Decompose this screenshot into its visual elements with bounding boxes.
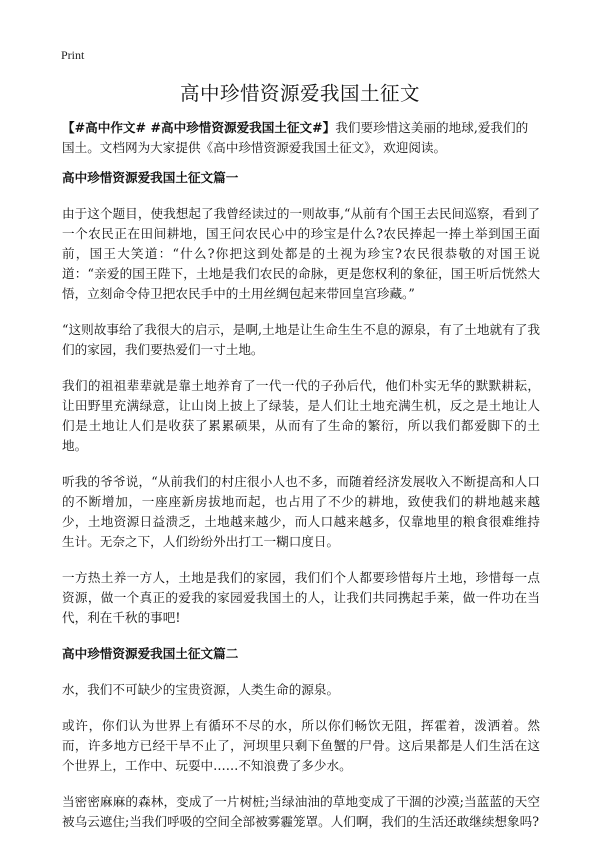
- paragraph: 水，我们不可缺少的宝贵资源，人类生命的源泉。: [62, 682, 340, 697]
- intro-text: 我们要珍惜这美丽的地球,爱我们的国土。文档网为大家提供《高中珍惜资源爱我国土征文》，欢迎阅读。: [62, 120, 529, 155]
- paragraph: 由于这个题目，使我想起了我曾经读过的一则故事,“从前有个国王去民间巡察，看到了一个农民正在田间耕地，国王问农民心中的珍宝是什么?农民捧起一捧土举到国王面前，国王大笑道：“什么?你把这到处都是的土视为珍宝?农民很恭敬的对国王说道：“亲爱的国王陛下，土地是我们农民的命脉，更是您权利的象征，国王听后恍然大悟，立刻命令侍卫把农民手中的土用丝绸包起来带回皇宫珍藏。”: [62, 206, 540, 301]
- article-body: [62, 118, 540, 848]
- paragraph: “这则故事给了我很大的启示，是啊,土地是让生命生生不息的源泉，有了土地就有了我们的家园，我们要热爱们一寸土地。: [62, 322, 540, 357]
- paragraph: 当密密麻麻的森林，变成了一片树桩;当绿油油的草地变成了干涸的沙漠;当蓝蓝的天空被乌云遮住;当我们呼吸的空间全部被雾霾笼罩。人们啊，我们的生活还敢继续想象吗?: [62, 794, 540, 829]
- article-title: 高中珍惜资源爱我国土征文: [179, 82, 420, 105]
- intro-paragraph: [62, 118, 540, 158]
- paragraph: 我们的祖祖辈辈就是靠土地养育了一代一代的子孙后代，他们朴实无华的默默耕耘，让田野里充满绿意，让山岗上披上了绿装，是人们让土地充满生机，反之是土地让人们是土地让人们是收获了累累硕果，从而有了生命的繁衍，所以我们都爱脚下的土地。: [62, 378, 540, 453]
- paragraph: 或许，你们认为世界上有循环不尽的水，所以你们畅饮无阻，挥霍着，泼洒着。然而，许多地方已经干旱不止了，河坝里只剩下鱼蟹的尸骨。这后果都是人们生活在这个世界上，工作中、玩耍中……不知浪费了多少水。: [62, 718, 540, 773]
- paragraph: 听我的爷爷说，“从前我们的村庄很小人也不多，而随着经济发展收入不断提高和人口的不断增加，一座座新房拔地而起，也占用了不少的耕地，致使我们的耕地越来越少，土地资源日益溃乏，土地越来越少，而人口越来越多，仅靠地里的粮食很难维持生计。无奈之下，人们纷纷外出打工一糊口度日。: [62, 474, 540, 549]
- section-heading-1: 高中珍惜资源爱我国土征文篇一: [62, 170, 239, 185]
- paragraph: 一方热土养一方人，土地是我们的家园，我们们个人都要珍惜每片土地，珍惜每一点资源，做一个真正的爱我的家园爱我国土的人，让我们共同携起手莱，做一件功在当代，利在千秋的事吧!: [62, 570, 540, 625]
- section-heading-2: 高中珍惜资源爱我国土征文篇二: [62, 646, 239, 661]
- print-link[interactable]: Print: [61, 48, 85, 62]
- intro-tag: 【#高中作文# #高中珍惜资源爱我国土征文#】: [62, 120, 336, 135]
